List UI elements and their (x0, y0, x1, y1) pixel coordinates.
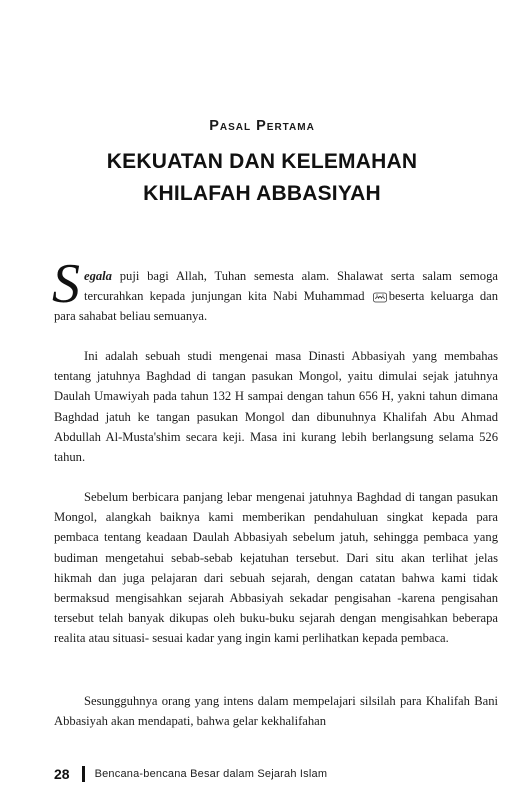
running-title: Bencana-bencana Besar dalam Sejarah Islam (94, 768, 328, 780)
lead-in-text: egala (84, 269, 112, 283)
paragraph-4: Sesungguhnya orang yang intens dalam mempelajari silsilah para Khalifah Bani Abbasiyah akan mendapati, bahwa gelar kekhalifahan (54, 694, 498, 729)
footer-divider (82, 766, 85, 782)
paragraph-1-text-a: puji bagi Allah, Tuhan semesta alam. Shalawat serta salam semoga tercurahkan kepada junjungan kita Nabi Muhammad (84, 269, 498, 304)
chapter-label: Pasal Pertama (209, 118, 315, 134)
paragraph-3: Sebelum berbicara panjang lebar mengenai jatuhnya Baghdad di tangan pasukan Mongol, alangkah baiknya kami memberikan pendahuluan singkat kepada para pembaca tentang keadaan Daulah Abbasiyah sebelum jatuh, sehingga pembaca yang budiman mengetahui sebab-sebab kejatuhan tersebut. Dari situ akan terlihat jelas hikmah dan juga pelajaran dari sebuah sejarah, dengan catatan bahwa kami tidak bermaksud mengisahkan sejarah Abbasiyah sekadar pengisahan -karena pengisahan tersebut telah banyak dikupas oleh buku-buku sejarah dengan mengisahkan beberapa realita atau situasi- sesuai kadar yang ingin kami perlihatkan kepada pembaca. (54, 490, 498, 646)
paragraph-2: Ini adalah sebuah studi mengenai masa Dinasti Abbasiyah yang membahas tentang jatuhnya Baghdad di tangan pasukan Mongol, yaitu dimulai sejak jatuhnya Daulah Umawiyah pada tahun 132 H sampai dengan tahun 656 H, yakni tahun dimana Baghdad jatuh ke tangan pasukan Mongol dan dibunuhnya Khalifah Abu Ahmad Abdullah Al-Musta'shim secara keji. Masa ini kurang lebih berlangsung selama 526 tahun. (54, 349, 498, 465)
paragraph-1 (52, 253, 499, 327)
dropcap-letter: S (52, 253, 80, 315)
chapter-title-line-2: KHILAFAH ABBASIYAH (143, 182, 381, 205)
page-number: 28 (54, 766, 70, 782)
paragraph-1-text-b: beserta keluarga dan para sahabat beliau semuanya. (54, 289, 499, 324)
chapter-title-line-1: KEKUATAN DAN KELEMAHAN (106, 150, 418, 173)
salawat-symbol-icon (373, 292, 387, 303)
page-footer (54, 764, 327, 784)
